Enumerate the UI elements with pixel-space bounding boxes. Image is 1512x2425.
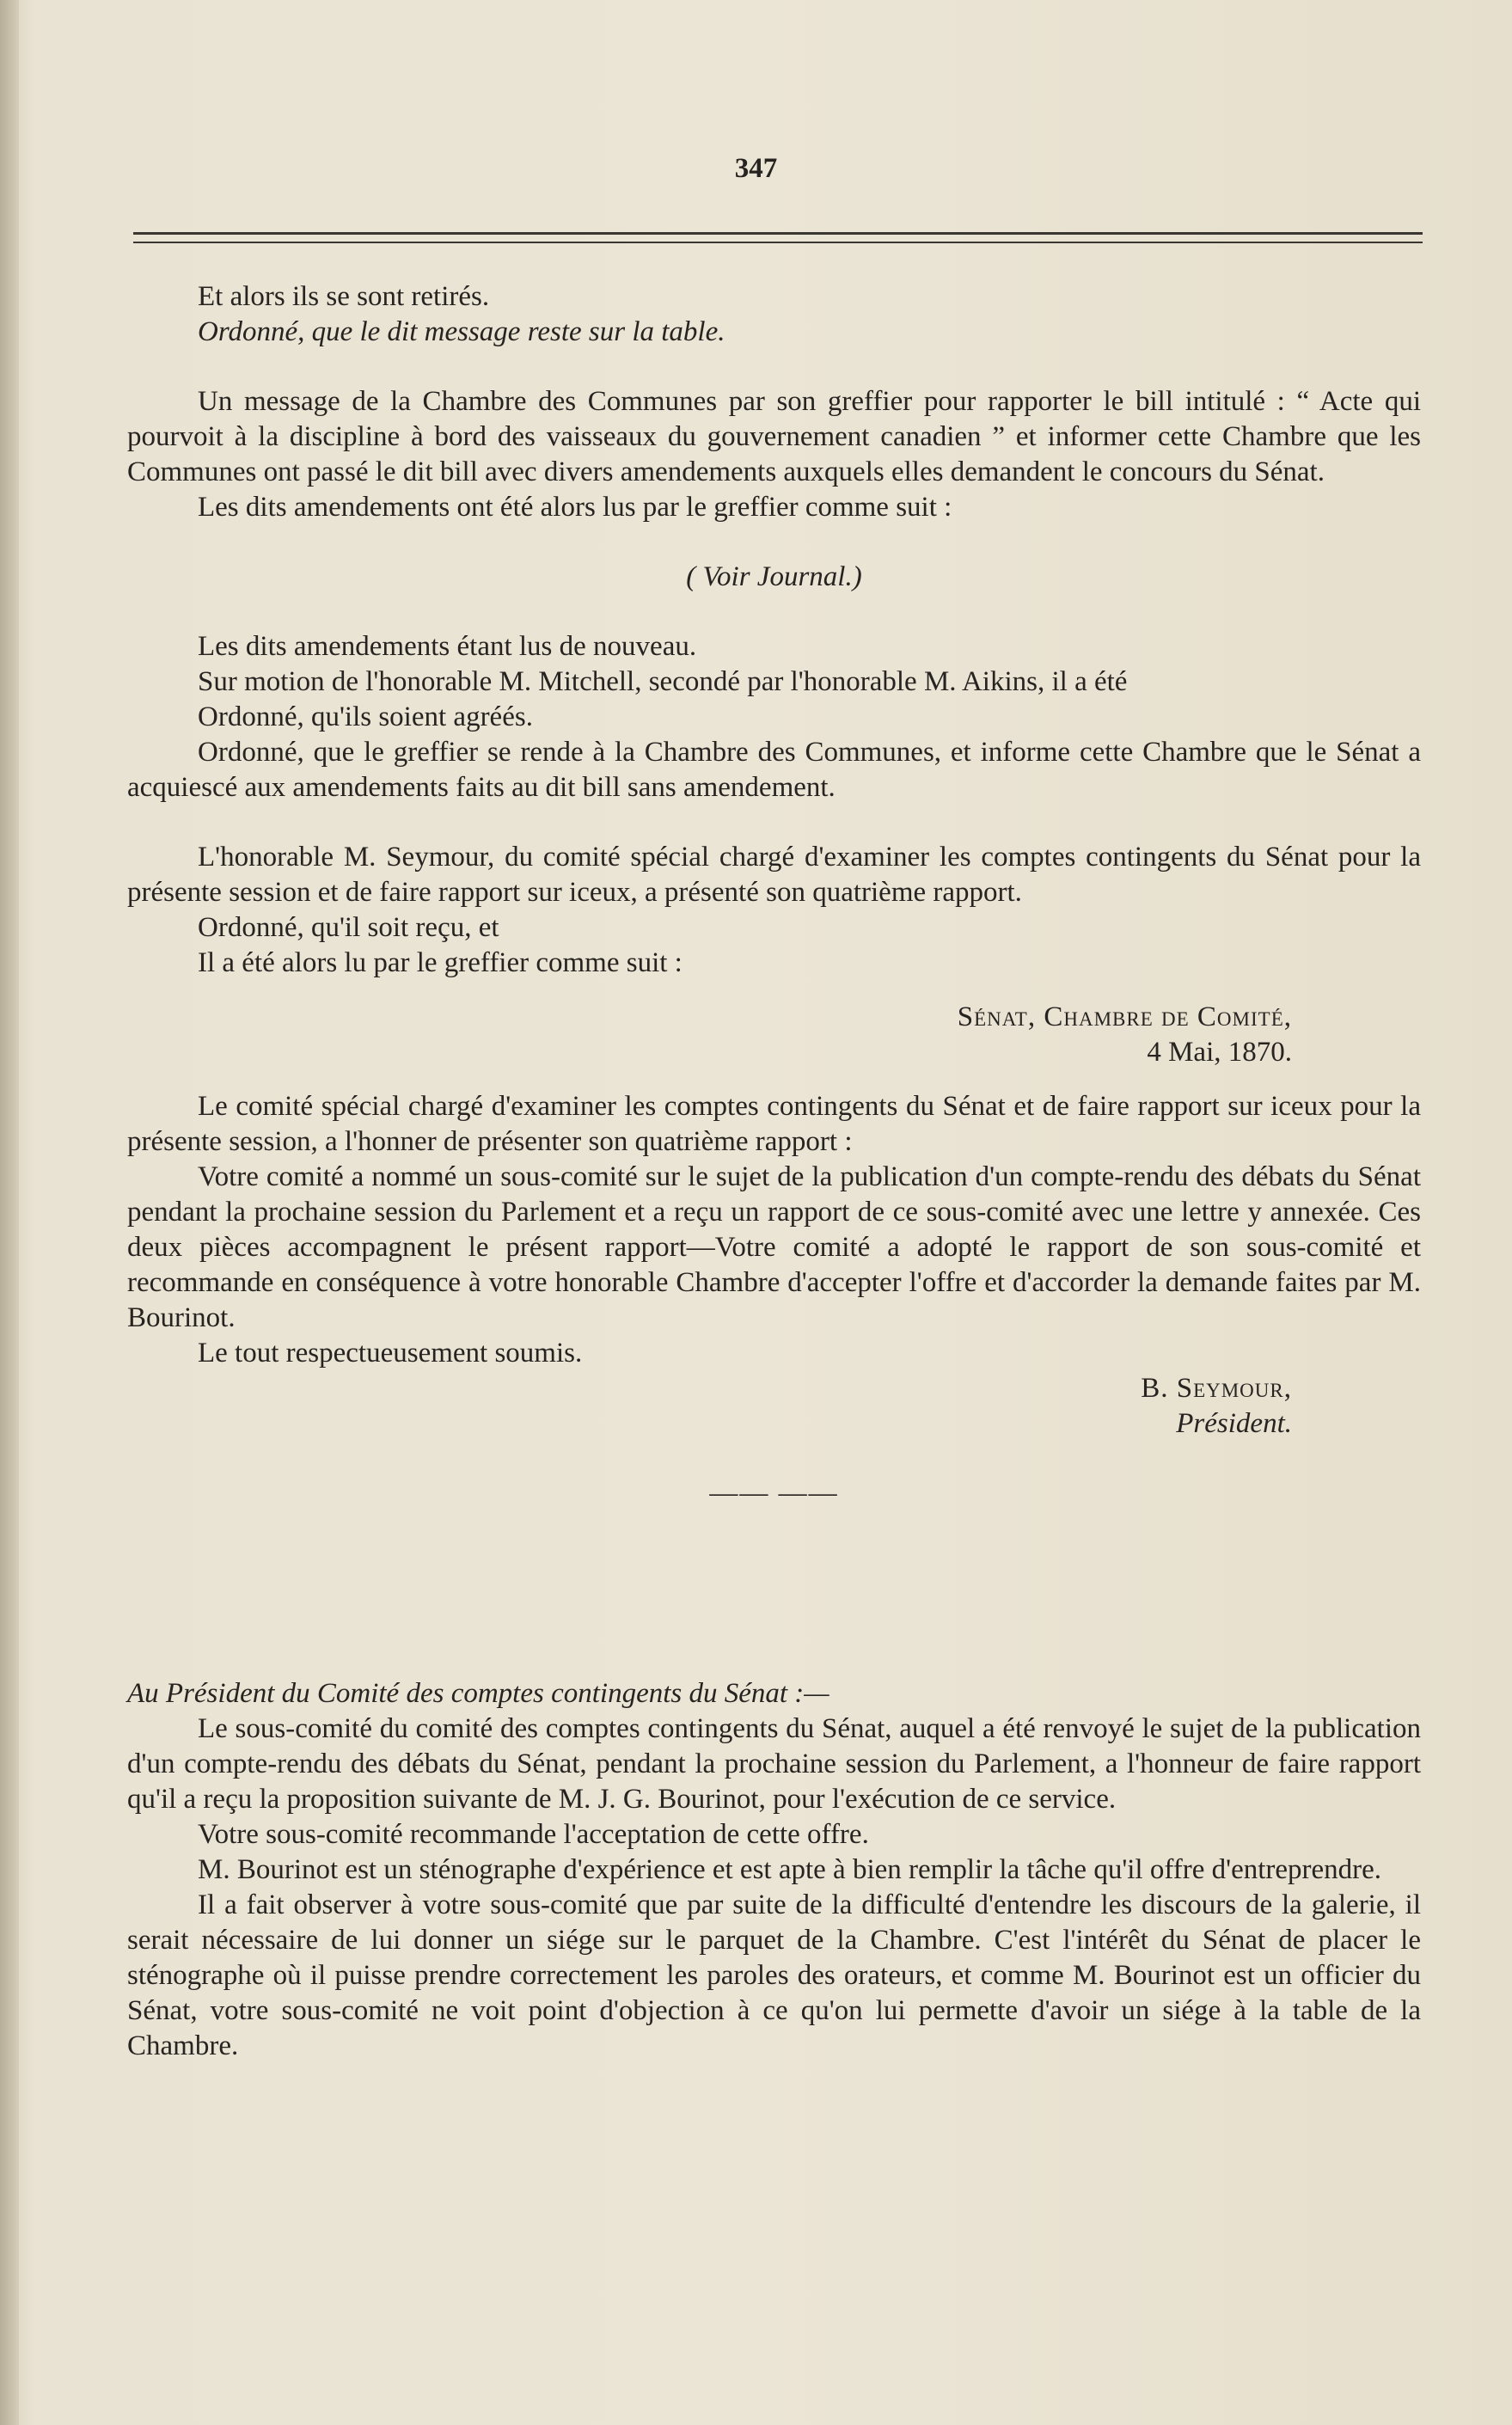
paragraph: Les dits amendements étant lus de nouveau. [198, 631, 697, 662]
paragraph: Ordonné, que le greffier se rende à la Chambre des Communes, et informe cette Chambre que le Sénat a acquiescé aux amendements faits au dit bill sans amendement. [127, 737, 1421, 803]
paragraph: M. Bourinot est un sténographe d'expérience et est apte à bien remplir la tâche qu'il offre d'entreprendre. [198, 1854, 1382, 1885]
dateline-date: 4 Mai, 1870. [1147, 1037, 1292, 1068]
page-number: 347 [734, 153, 778, 184]
signature-name: B. Seymour, [1141, 1373, 1292, 1404]
paragraph: Ordonné, qu'il soit reçu, et [198, 912, 499, 943]
paragraph: Le sous-comité du comité des comptes contingents du Sénat, auquel a été renvoyé le sujet de la publication d'un compte-rendu des débats du Sénat, pendant la prochaine session du Parlement, a l'honneur de faire rapport qu'il a reçu la proposition suivante de M. J. G. Bourinot, pour l'exécution de ce service. [127, 1713, 1421, 1815]
main-text [127, 279, 1421, 1511]
report-heading: Au Président du Comité des comptes contingents du Sénat :— [127, 1678, 829, 1709]
paragraph: Sur motion de l'honorable M. Mitchell, secondé par l'honorable M. Aikins, il a été [198, 666, 1128, 697]
paragraph: Les dits amendements ont été alors lus par le greffier comme suit : [198, 492, 952, 523]
header-rule-thin [133, 242, 1423, 243]
paragraph: ( Voir Journal.) [686, 561, 862, 592]
paragraph: Ordonné, qu'ils soient agréés. [198, 701, 533, 732]
paragraph: Un message de la Chambre des Communes par son greffier pour rapporter le bill intitulé : “ Acte qui pourvoit à la discipline à bord des vaisseaux du gouvernement canadien ” et informer cette Chambre que les Communes ont passé le dit bill avec divers amendements auxquels elles demandent le concours du Sénat. [127, 386, 1421, 487]
signature-title: Président. [1176, 1408, 1292, 1439]
dateline-place: Sénat, Chambre de Comité, [957, 1001, 1292, 1032]
paragraph: Et alors ils se sont retirés. [198, 281, 490, 312]
book-spine-shadow [0, 0, 19, 2425]
subcommittee-report [127, 1676, 1421, 2064]
paragraph: Il a été alors lu par le greffier comme suit : [198, 947, 683, 978]
paragraph: L'honorable M. Seymour, du comité spécial chargé d'examiner les comptes contingents du Sénat pour la présente session et de faire rapport sur iceux, a présenté son quatrième rapport. [127, 842, 1421, 908]
paragraph: Votre sous-comité recommande l'acceptation de cette offre. [198, 1819, 869, 1850]
paragraph: Le comité spécial chargé d'examiner les comptes contingents du Sénat et de faire rapport sur iceux pour la présente session, a l'honner de présenter son quatrième rapport : [127, 1091, 1421, 1157]
paragraph: Ordonné, que le dit message reste sur la table. [198, 316, 725, 347]
section-separator: —— —— [709, 1478, 839, 1509]
header-rule [133, 232, 1423, 235]
paragraph: Le tout respectueusement soumis. [198, 1338, 583, 1369]
paragraph: Il a fait observer à votre sous-comité que par suite de la difficulté d'entendre les discours de la galerie, il serait nécessaire de lui donner un siége sur le parquet de la Chambre. C'est l'intérêt du Sénat de placer le sténographe où il puisse prendre correctement les paroles des orateurs, et comme M. Bourinot est un officier du Sénat, votre sous-comité ne voit point d'objection à ce qu'on lui permette d'avoir un siége à la table de la Chambre. [127, 1889, 1421, 2061]
paragraph: Votre comité a nommé un sous-comité sur le sujet de la publication d'un compte-rendu des débats du Sénat pendant la prochaine session du Parlement et a reçu un rapport de ce sous-comité avec une lettre y annexée. Ces deux pièces accompagnent le présent rapport—Votre comité a adopté le rapport de son sous-comité et recommande en conséquence à votre honorable Chambre d'accepter l'offre et d'accorder la demande faites par M. Bourinot. [127, 1161, 1421, 1333]
